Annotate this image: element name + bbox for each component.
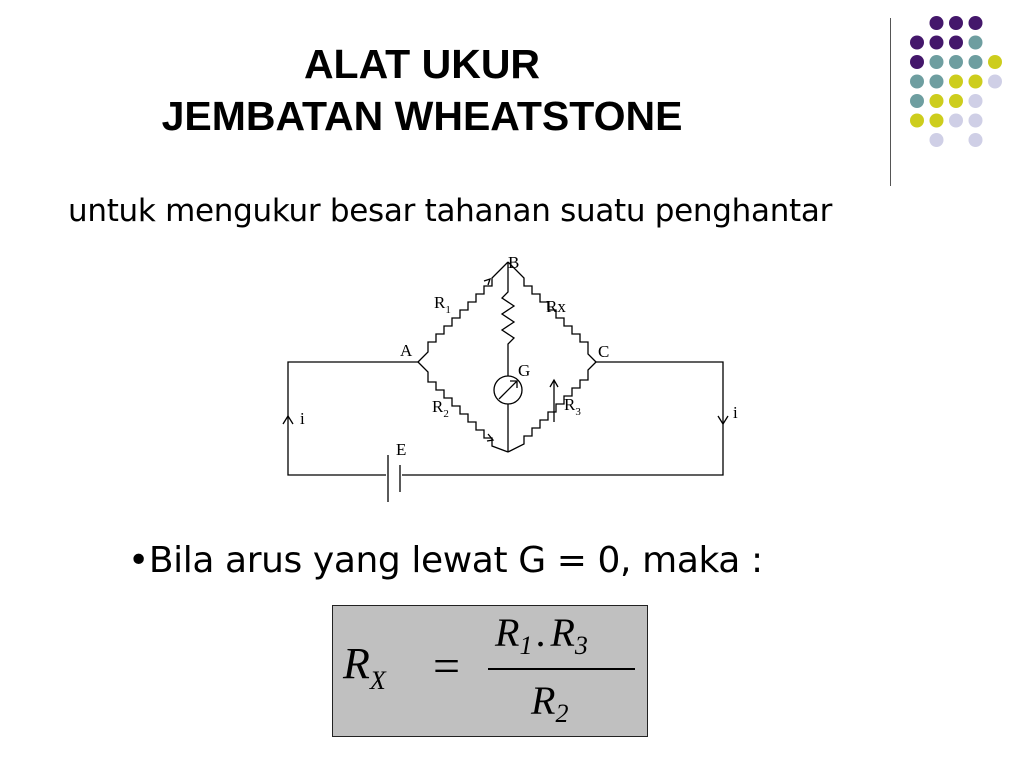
decorative-dot xyxy=(969,94,983,108)
decorative-dot xyxy=(930,133,944,147)
slide-subtitle: untuk mengukur besar tahanan suatu penghantar xyxy=(68,193,833,229)
label-r3: $R_3$ xyxy=(564,395,581,418)
decorative-dot xyxy=(969,55,983,69)
decorative-dot xyxy=(930,55,944,69)
decorative-dot xyxy=(969,36,983,50)
decorative-dot xyxy=(910,94,924,108)
decorative-dot xyxy=(930,36,944,50)
decorative-dot xyxy=(910,36,924,50)
decorative-dot xyxy=(969,16,983,30)
decorative-dot xyxy=(930,114,944,128)
decorative-dot xyxy=(949,75,963,89)
decorative-dot xyxy=(969,114,983,128)
formula-numerator: $R_1$ . $R_3$ xyxy=(495,610,588,660)
decorative-dot xyxy=(910,75,924,89)
decorative-dot xyxy=(930,75,944,89)
galvanometer-resistor xyxy=(502,262,514,376)
label-galvanometer: G xyxy=(518,361,531,380)
label-node-c: C xyxy=(598,342,610,361)
decorative-dot xyxy=(949,94,963,108)
title-line-1: ALAT UKUR xyxy=(303,41,541,87)
label-r1: $R_1$ xyxy=(434,293,451,316)
decorative-dot xyxy=(930,94,944,108)
decorative-dot xyxy=(988,75,1002,89)
slide-title xyxy=(100,38,744,142)
label-current-right: i xyxy=(733,403,738,422)
bullet-condition: •Bila arus yang lewat G = 0, maka : xyxy=(128,540,763,581)
title-line-2: JEMBATAN WHEATSTONE xyxy=(161,93,683,139)
label-current-left: i xyxy=(300,409,305,428)
label-battery: E xyxy=(396,440,407,459)
decorative-dot xyxy=(949,55,963,69)
formula-equals: = xyxy=(433,640,461,693)
r1-arrow xyxy=(484,279,490,285)
decorative-dot xyxy=(969,75,983,89)
formula-box xyxy=(332,605,648,737)
decorative-dot xyxy=(988,55,1002,69)
label-node-a: A xyxy=(400,341,413,360)
decorative-dot xyxy=(969,133,983,147)
wire-right xyxy=(402,362,723,475)
label-r2: $R_2$ xyxy=(432,397,449,420)
galvanometer-needle xyxy=(499,381,517,399)
formula-lhs: $R_X$ xyxy=(343,639,386,695)
formula-denominator: $R_2$ xyxy=(531,678,569,728)
decorative-dot xyxy=(910,55,924,69)
wheatstone-bridge-diagram xyxy=(278,250,748,510)
label-rx: Rx xyxy=(546,297,566,316)
decorative-dot xyxy=(930,16,944,30)
decorative-dot xyxy=(949,36,963,50)
label-node-b: B xyxy=(508,253,520,272)
decorative-dot xyxy=(949,114,963,128)
formula-rx xyxy=(333,606,649,738)
resistor-r1 xyxy=(418,262,508,362)
decorative-dot xyxy=(910,114,924,128)
decorative-dot xyxy=(949,16,963,30)
